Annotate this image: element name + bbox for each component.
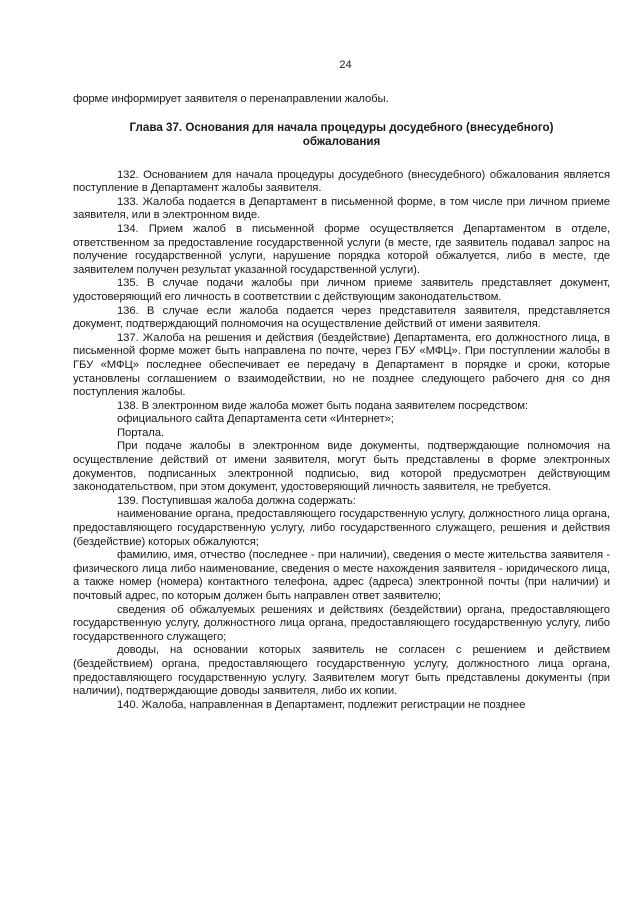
paragraph-133: 133. Жалоба подается в Департамент в письменной форме, в том числе при личном приеме заявителя, или в электронном виде. — [73, 195, 610, 222]
paragraph-135: 135. В случае подачи жалобы при личном приеме заявитель представляет документ, удостоверяющий его личность в соответствии с действующим законодательством. — [73, 277, 610, 303]
intro-paragraph: форме информирует заявителя о перенаправлении жалобы. — [73, 93, 389, 105]
list-item-official-site: официального сайта Департамента сети «Интернет»; — [117, 413, 394, 426]
chapter-title: Глава 37. Основания для начала процедуры досудебного (внесудебного) обжалования — [129, 120, 554, 148]
list-item-appealed-actions: сведения об обжалуемых решениях и действиях (бездействии) органа, предоставляющего государственную услугу, должностного лица органа, предоставляющего государственную услугу, либо государственного служащего; — [73, 603, 610, 643]
paragraph-electronic-submission: При подаче жалобы в электронном виде документы, подтверждающие полномочия на осуществление действий от имени заявителя, могут быть представлены в форме электронных документов, подписанных электронной подписью, вид которой предусмотрен действующим законодательством, при этом документ, удостоверяющий личность заявителя, не требуется. — [73, 440, 610, 494]
list-item-applicant-details: фамилию, имя, отчество (последнее - при наличии), сведения о месте жительства заявителя - физического лица либо наименование, сведения о месте нахождения заявителя - юридического лица, а также номер (номера) контактного телефона, адрес (адреса) электронной почты (при наличии) и почтовый адрес, по которым должен быть направлен ответ заявителю; — [73, 549, 610, 602]
paragraph-134: 134. Прием жалоб в письменной форме осуществляется Департаментом в отделе, ответственном за предоставление государственной услуги (в месте, где заявитель подавал запрос на получение государственной услуги, нарушение порядка которой обжалуется, либо в месте, где заявителем получен результат указанной государственной услуги). — [73, 222, 610, 276]
list-item-portal: Портала. — [117, 426, 164, 439]
paragraph-140: 140. Жалоба, направленная в Департамент, подлежит регистрации не позднее — [117, 698, 526, 711]
paragraph-136: 136. В случае если жалоба подается через представителя заявителя, представляется документ, подтверждающий полномочия на осуществление действий от имени заявителя. — [73, 304, 610, 331]
list-item-arguments: доводы, на основании которых заявитель не согласен с решением и действием (бездействием) органа, предоставляющего государственную услугу, должностного лица органа, предоставляющего государственную услугу. Заявителем могут быть представлены документы (при наличии), подтверждающие доводы заявителя, либо их копии. — [73, 644, 610, 698]
paragraph-139: 139. Поступившая жалоба должна содержать: — [117, 494, 356, 507]
paragraph-138: 138. В электронном виде жалоба может быть подана заявителем посредством: — [117, 399, 528, 412]
paragraph-132: 132. Основанием для начала процедуры досудебного (внесудебного) обжалования является поступление в Департамент жалобы заявителя. — [73, 168, 610, 195]
page-number: 24 — [339, 59, 352, 71]
list-item-authority-name: наименование органа, предоставляющего государственную услугу, должностного лица органа, предоставляющего государственную услугу, либо государственного служащего, решения и действия (бездействие) которых обжалуются; — [73, 508, 610, 548]
paragraph-137: 137. Жалоба на решения и действия (бездействие) Департамента, его должностного лица, в письменной форме может быть направлена по почте, через ГБУ «МФЦ». При поступлении жалобы в ГБУ «МФЦ» последнее обеспечивает ее передачу в Департамент в порядке и сроки, которые установлены соглашением о взаимодействии, но не позднее следующего рабочего дня со дня поступления жалобы. — [73, 331, 610, 399]
